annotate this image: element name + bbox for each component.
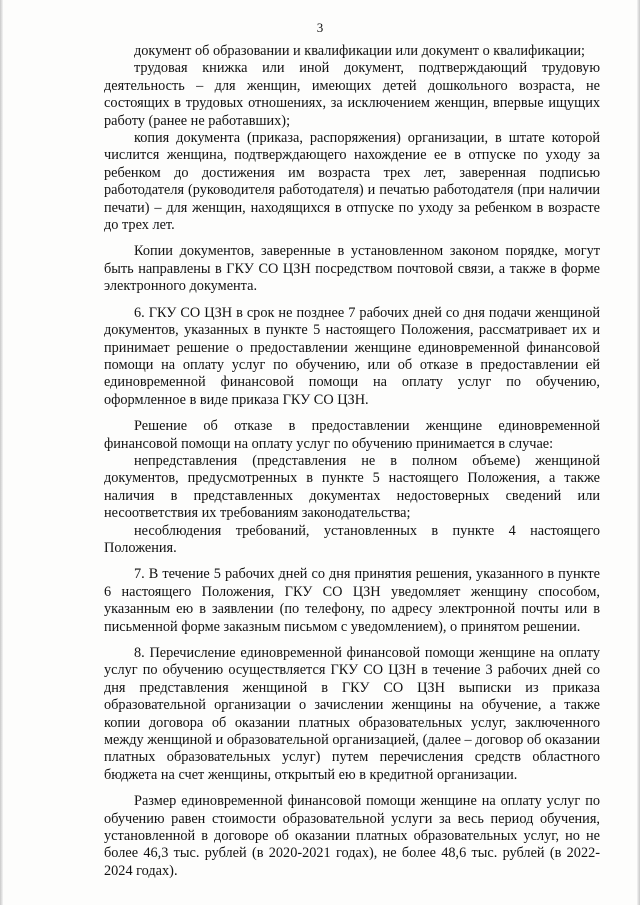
document-body xyxy=(104,43,600,880)
paragraph-assistance-amount: Размер единовременной финансовой помощи женщине на оплату услуг по обучению равен стоимости образовательной услуги за весь период обучения, установленной в договоре об оказании платных образовательных услуг, но не более 46,3 тыс. рублей (в 2020-2021 годах), не более 48,6 тыс. рублей (в 2022-2024 годах). xyxy=(104,793,600,879)
paragraph-leave-order-copy: копия документа (приказа, распоряжения) организации, в штате которой числится женщина, подтверждающего нахождение ее в отпуске по уходу за ребенком до достижения им возраста трех лет, заверенная подписью работодателя (руководителя работодателя) и печатью работодателя (при наличии печати) – для женщин, находящихся в отпуске по уходу за ребенком в возрасте до трех лет. xyxy=(104,130,600,234)
paragraph-item-6: 6. ГКУ СО ЦЗН в срок не позднее 7 рабочих дней со дня подачи женщиной документов, указанных в пункте 5 настоящего Положения, рассматривает их и принимает решение о предоставлении женщине единовременной финансовой помощи на оплату услуг по обучению, или об отказе в предоставлении ей единовременной финансовой помощи на оплату услуг по обучению, оформленное в виде приказа ГКУ СО ЦЗН. xyxy=(104,304,600,408)
paragraph-refusal-decision: Решение об отказе в предоставлении женщине единовременной финансовой помощи на оплату услуг по обучению принимается в случае: xyxy=(104,418,600,452)
paragraph-refusal-reason-1: непредставления (представления не в полном объеме) женщиной документов, предусмотренных в пункте 5 настоящего Положения, а также наличия в представленных документах недостоверных сведений или несоответствия их требованиям законодательства; xyxy=(104,452,600,522)
paragraph-item-8: 8. Перечисление единовременной финансовой помощи женщине на оплату услуг по обучению осуществляется ГКУ СО ЦЗН в течение 3 рабочих дней со дня представления женщиной в ГКУ СО ЦЗН выписки из приказа образовательной организации о зачислении женщины на обучение, а также копии договора об оказании платных образовательных услуг, заключенного между женщиной и образовательной организацией, (далее – договор об оказании платных образовательных услуг) путем перечисления средств областного бюджета на счет женщины, открытый ею в кредитной организации. xyxy=(104,645,600,783)
paragraph-item-7: 7. В течение 5 рабочих дней со дня принятия решения, указанного в пункте 6 настоящего Положения, ГКУ СО ЦЗН уведомляет женщину способом, указанным ею в заявлении (по телефону, по адресу электронной почты или в письменной форме заказным письмом с уведомлением), о принятом решении. xyxy=(104,566,600,635)
paragraph-work-record: трудовая книжка или иной документ, подтверждающий трудовую деятельность – для женщин, имеющих детей дошкольного возраста, не состоящих в трудовых отношениях, за исключением женщин, впервые ищущих работу (ранее не работавших); xyxy=(104,60,600,129)
scan-edge-left xyxy=(0,0,3,905)
paragraph-document-copies: Копии документов, заверенные в установленном законом порядке, могут быть направлены в ГКУ СО ЦЗН посредством почтовой связи, а также в форме электронного документа. xyxy=(104,243,600,295)
page-number: 3 xyxy=(316,20,324,35)
paragraph-education-document: документ об образовании и квалификации или документ о квалификации; xyxy=(134,43,585,59)
paragraph-refusal-reason-2: несоблюдения требований, установленных в пункте 4 настоящего Положения. xyxy=(104,522,600,556)
